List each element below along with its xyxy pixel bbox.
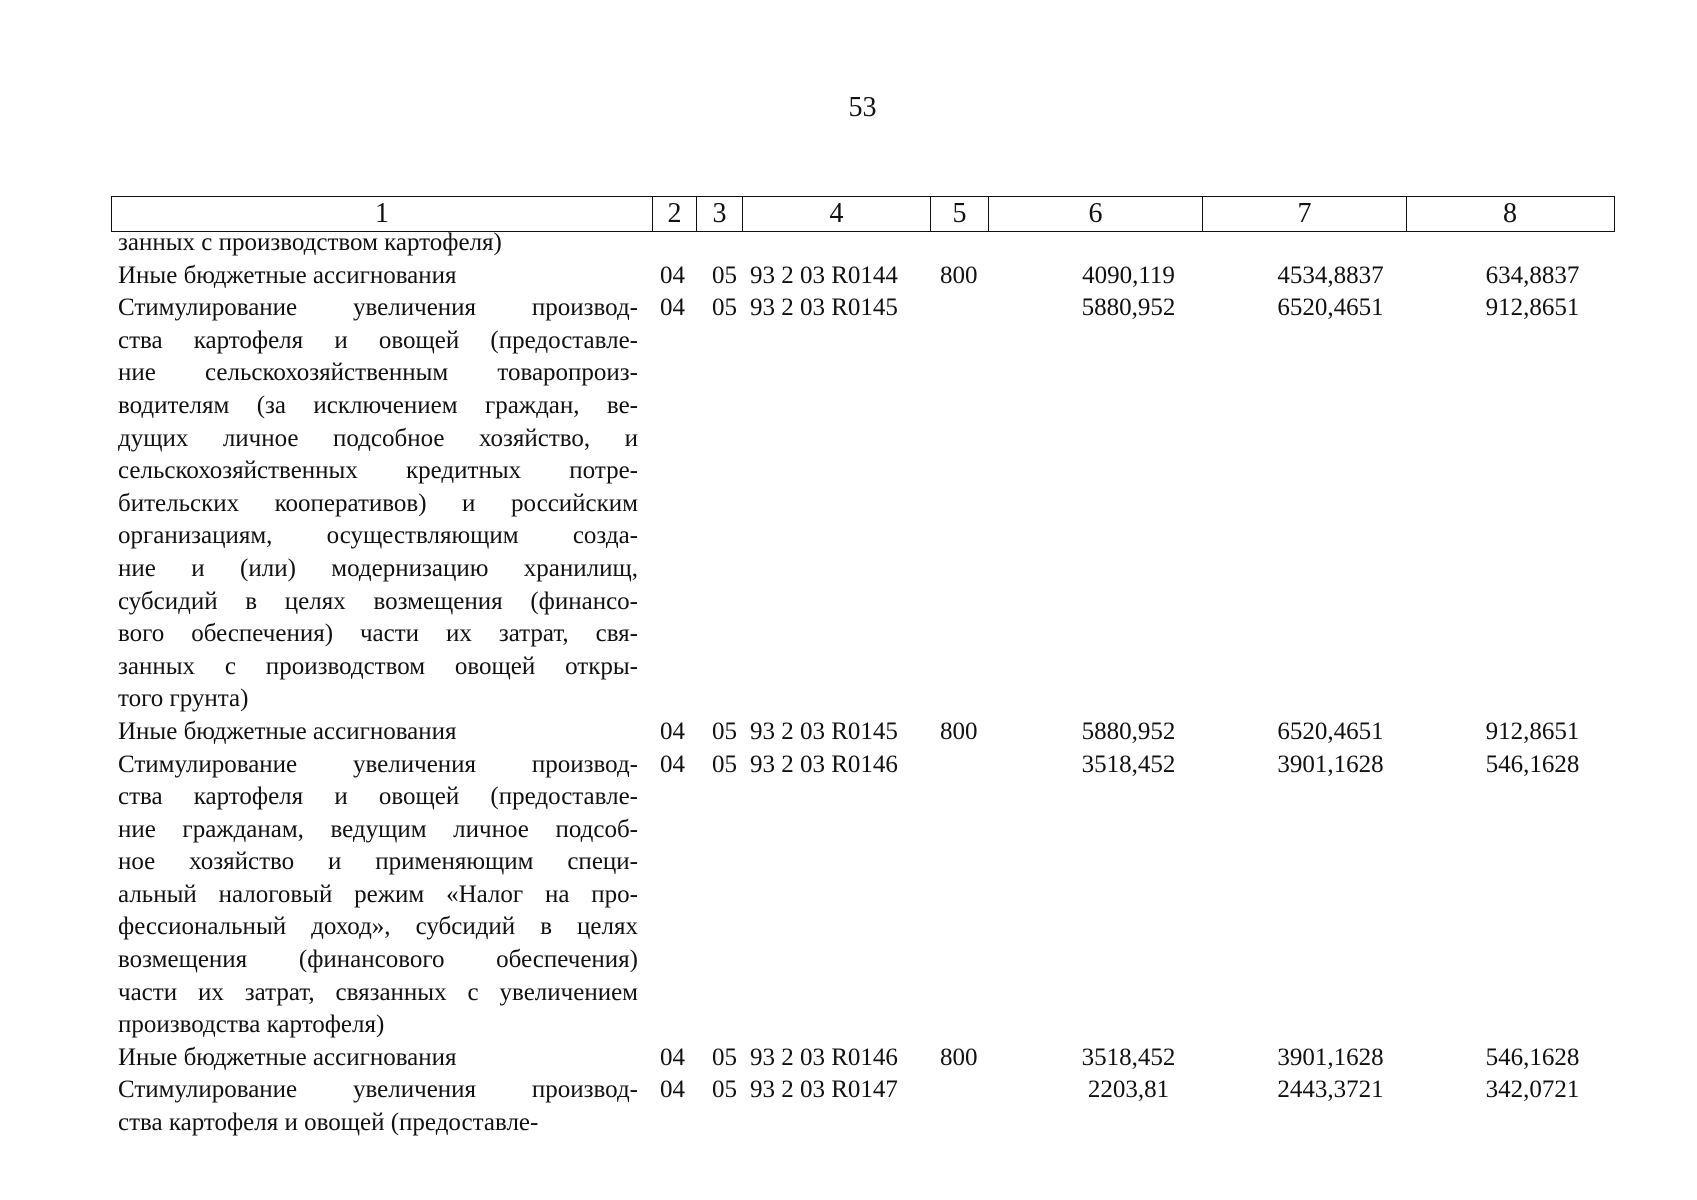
target-article-code: 93 2 03 R0147 (750, 1076, 898, 1104)
description-line: Стимулирование увеличения производ- (118, 294, 638, 322)
description-line: Иные бюджетные ассигнования (118, 717, 457, 745)
header-col-8: 8 (1406, 197, 1613, 231)
description-line: фессиональный доход», субсидий в целях (118, 913, 638, 941)
target-article-code: 93 2 03 R0146 (750, 1043, 898, 1071)
target-article-code: 93 2 03 R0144 (750, 261, 898, 289)
razdel-code: 04 (660, 717, 685, 745)
podrazdel-code: 05 (712, 717, 737, 745)
razdel-code: 04 (660, 261, 685, 289)
description-line: Иные бюджетные ассигнования (118, 1043, 457, 1071)
amount-col-6: 2203,81 (1087, 1076, 1170, 1104)
table-row (118, 260, 1618, 293)
description-line: водителям (за исключением граждан, ве- (118, 391, 638, 419)
description-line: ние гражданам, ведущим личное подсоб- (118, 815, 638, 843)
page-number: 53 (848, 92, 877, 123)
expense-type-code: 800 (940, 717, 978, 745)
razdel-code: 04 (660, 294, 685, 322)
table-row (118, 749, 1618, 1042)
podrazdel-code: 05 (712, 261, 737, 289)
header-col-6: 6 (988, 197, 1202, 231)
description-line: того грунта) (118, 685, 249, 713)
description-line: ние сельскохозяйственным товаропроиз- (118, 359, 638, 387)
razdel-code: 04 (660, 1043, 685, 1071)
description-line: возмещения (финансового обеспечения) (118, 946, 638, 974)
amount-col-7: 4534,8837 (1277, 261, 1384, 289)
description-line: дущих личное подсобное хозяйство, и (118, 424, 638, 452)
row-description (118, 749, 638, 1042)
description-line: занных с производством картофеля) (118, 229, 502, 256)
amount-col-6: 4090,119 (1082, 261, 1175, 289)
description-line: ства картофеля и овощей (предоставле- (118, 783, 638, 811)
amount-col-7: 6520,4651 (1277, 717, 1384, 745)
target-article-code: 93 2 03 R0146 (750, 750, 898, 778)
description-line: субсидий в целях возмещения (финансо- (118, 587, 638, 615)
target-article-code: 93 2 03 R0145 (750, 717, 898, 745)
amount-col-6: 3518,452 (1081, 750, 1176, 778)
amount-col-8: 342,0721 (1485, 1076, 1580, 1104)
razdel-code: 04 (660, 750, 685, 778)
header-col-1: 1 (375, 198, 389, 229)
amount-col-8: 546,1628 (1485, 750, 1580, 778)
description-line: производства картофеля) (118, 1011, 385, 1039)
amount-col-6: 5880,952 (1081, 294, 1176, 322)
table-row (118, 227, 1618, 260)
description-line: сельскохозяйственных кредитных потре- (118, 457, 638, 485)
description-line: вого обеспечения) части их затрат, свя- (118, 620, 638, 648)
amount-col-6: 5880,952 (1081, 717, 1176, 745)
row-description (118, 1042, 638, 1075)
description-line: ние и (или) модернизацию хранилищ, (118, 554, 638, 582)
expense-type-code: 800 (940, 1043, 978, 1071)
table-row (118, 292, 1618, 716)
header-col-2: 2 (652, 197, 696, 231)
row-description (118, 260, 638, 293)
header-col-3: 3 (696, 197, 742, 231)
description-line: занных с производством овощей откры- (118, 652, 638, 680)
amount-col-8: 634,8837 (1485, 261, 1580, 289)
description-line: ное хозяйство и применяющим специ- (118, 848, 638, 876)
row-description (118, 227, 638, 260)
description-line: Стимулирование увеличения производ- (118, 1076, 638, 1104)
description-line: альный налоговый режим «Налог на про- (118, 880, 638, 908)
amount-col-6: 3518,452 (1081, 1043, 1176, 1071)
row-description (118, 716, 638, 749)
row-description (118, 292, 638, 716)
table-row (118, 1074, 1618, 1139)
table-row (118, 716, 1618, 749)
amount-col-7: 6520,4651 (1277, 294, 1384, 322)
table-row (118, 1042, 1618, 1075)
description-line: части их затрат, связанных с увеличением (118, 978, 638, 1006)
description-line: организациям, осуществляющим созда- (118, 522, 638, 550)
expense-type-code: 800 (940, 261, 978, 289)
amount-col-8: 546,1628 (1485, 1043, 1580, 1071)
podrazdel-code: 05 (712, 1076, 737, 1104)
amount-col-8: 912,8651 (1485, 294, 1580, 322)
row-description (118, 1074, 638, 1139)
amount-col-7: 3901,1628 (1277, 750, 1384, 778)
description-line: ства картофеля и овощей (предоставле- (118, 1109, 539, 1137)
amount-col-7: 3901,1628 (1277, 1043, 1384, 1071)
podrazdel-code: 05 (712, 750, 737, 778)
description-line: ства картофеля и овощей (предоставле- (118, 326, 638, 354)
podrazdel-code: 05 (712, 1043, 737, 1071)
header-col-5: 5 (930, 197, 988, 231)
description-line: Стимулирование увеличения производ- (118, 750, 638, 778)
amount-col-7: 2443,3721 (1277, 1076, 1384, 1104)
header-col-4: 4 (742, 197, 930, 231)
amount-col-8: 912,8651 (1485, 717, 1580, 745)
description-line: бительских кооперативов) и российским (118, 489, 638, 517)
header-col-7: 7 (1202, 197, 1406, 231)
podrazdel-code: 05 (712, 294, 737, 322)
razdel-code: 04 (660, 1076, 685, 1104)
table-body (118, 227, 1618, 1140)
description-line: Иные бюджетные ассигнования (118, 261, 457, 289)
target-article-code: 93 2 03 R0145 (750, 294, 898, 322)
